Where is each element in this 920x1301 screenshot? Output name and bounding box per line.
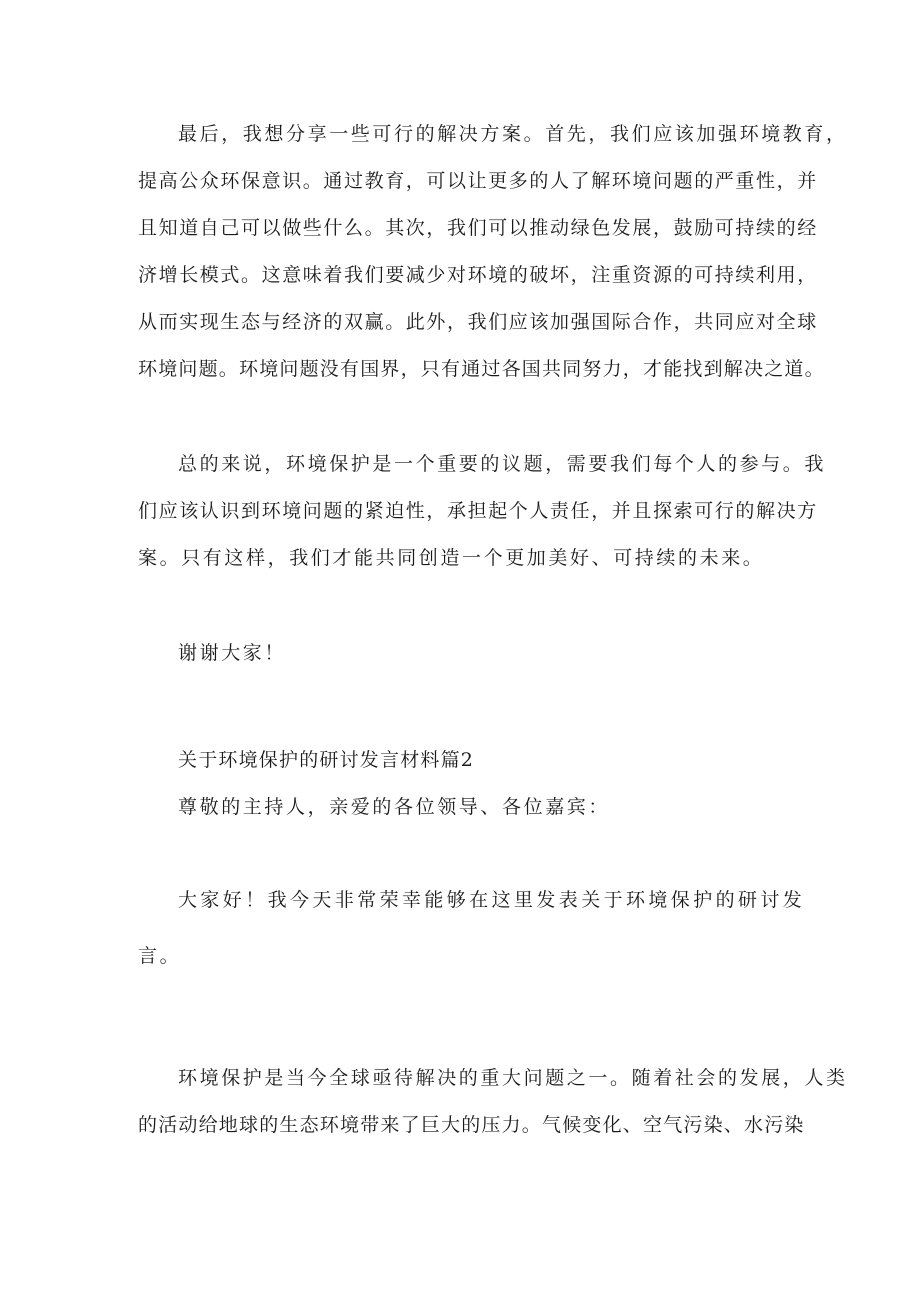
paragraph-line: 且知道自己可以做些什么。其次，我们可以推动绿色发展，鼓励可持续的经 [138,217,818,239]
paragraph-line: 大家好！我今天非常荣幸能够在这里发表关于环境保护的研讨发 [178,889,806,911]
closing-line: 谢谢大家！ [178,642,287,664]
paragraph-line: 的活动给地球的生态环境带来了巨大的压力。气候变化、空气污染、水污染 [138,1114,805,1136]
paragraph-line: 言。 [138,945,182,967]
paragraph-line: 案。只有这样，我们才能共同创造一个更加美好、可持续的未来。 [138,547,765,569]
paragraph-line: 环境问题。环境问题没有国界，只有通过各国共同努力，才能找到解决之道。 [138,358,825,380]
section-title: 关于环境保护的研讨发言材料篇2 [178,749,475,771]
paragraph-line: 环境保护是当今全球亟待解决的重大问题之一。随着社会的发展，人类 [178,1067,848,1089]
paragraph-line: 济增长模式。这意味着我们要减少对环境的破坏，注重资源的可持续利用， [138,264,818,286]
paragraph-line: 提高公众环保意识。通过教育，可以让更多的人了解环境问题的严重性，并 [138,170,818,192]
paragraph-line: 总的来说，环境保护是一个重要的议题，需要我们每个人的参与。我 [178,453,827,475]
paragraph-line: 最后，我想分享一些可行的解决方案。首先，我们应该加强环境教育， [178,123,848,145]
salutation-line: 尊敬的主持人，亲爱的各位领导、各位嘉宾： [178,796,611,818]
paragraph-line: 们应该认识到环境问题的紧迫性，承担起个人责任，并且探索可行的解决方 [138,500,818,522]
paragraph-line: 从而实现生态与经济的双赢。此外，我们应该加强国际合作，共同应对全球 [138,311,818,333]
